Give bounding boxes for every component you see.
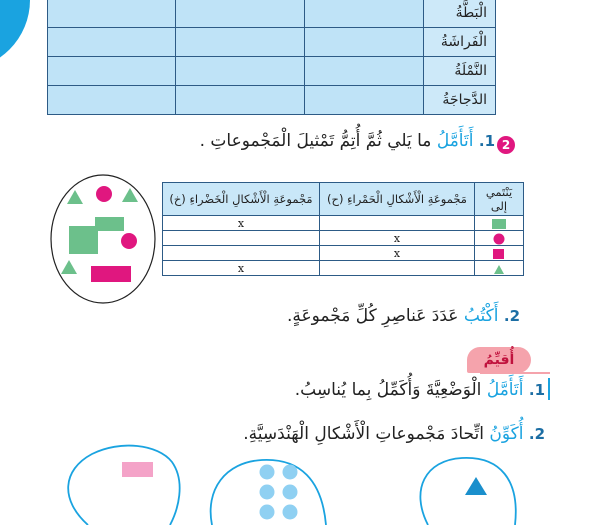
- set-diagrams: [0, 440, 595, 525]
- question-verb: أُكَوِّنُ: [489, 424, 524, 444]
- header-green-set: مَجْموعَةِ الْأَشْكالِ الْخَضْراءِ (خ): [163, 183, 320, 216]
- blue-circle-shape: [283, 505, 298, 520]
- corner-decoration: [0, 0, 30, 70]
- question-2: [287, 306, 520, 326]
- table-row: [48, 0, 496, 28]
- green-rectangle-shape: [95, 217, 124, 231]
- assessment-question-1: [295, 380, 545, 400]
- shape-cell: [475, 246, 524, 261]
- table-header-row: [163, 183, 524, 216]
- question-text: ما يَلي ثُمَّ أُتِمُّ تَمْثيلَ الْمَجْموعاتِ .: [199, 131, 432, 151]
- animal-name: الْبَطَّةُ: [424, 0, 496, 28]
- question-verb: أَكْتُبُ: [463, 306, 499, 326]
- pink-circle-shape: [96, 186, 112, 202]
- table-row: [163, 216, 524, 231]
- question-text: اتِّحادَ مَجْموعاتِ الْأَشْكالِ الْهَنْدَسِيَّةِ.: [243, 424, 484, 444]
- table-row: [163, 246, 524, 261]
- pink-circle-shape: [121, 233, 137, 249]
- header-belongs: يَنْتَمي إلى: [475, 183, 524, 216]
- green-set-mark[interactable]: x: [163, 261, 320, 276]
- question-number: 2.: [503, 307, 520, 325]
- shape-cell: [475, 231, 524, 246]
- question-number: 1.: [478, 132, 495, 150]
- animal-name: النَّمْلَةُ: [424, 57, 496, 86]
- green-triangle-icon: [492, 263, 506, 275]
- question-verb: أَتَأَمَّلُ: [436, 131, 474, 151]
- blue-circle-shape: [283, 485, 298, 500]
- pink-square-icon: [492, 248, 506, 260]
- question-text: الْوَضْعِيَّةَ وَأُكَمِّلُ بِما يُناسِبُ.: [294, 380, 482, 400]
- exercise-badge: 2: [497, 136, 515, 154]
- red-set-mark[interactable]: [320, 261, 475, 276]
- table-row: [48, 57, 496, 86]
- animal-name: الْفَراشَةُ: [424, 28, 496, 57]
- shapes-oval: [48, 172, 158, 307]
- green-set-mark[interactable]: [163, 246, 320, 261]
- blue-circle-shape: [260, 505, 275, 520]
- pink-rectangle-shape: [122, 462, 153, 477]
- question-text: عَدَدَ عَناصِرِ كُلِّ مَجْموعَةٍ.: [286, 306, 459, 326]
- assessment-badge: أُقيِّمُ: [467, 347, 531, 373]
- sets-table: [162, 182, 524, 276]
- table-row: [163, 231, 524, 246]
- set-blob-left: [68, 446, 179, 525]
- green-set-mark[interactable]: x: [163, 216, 320, 231]
- green-rectangle-shape: [69, 226, 98, 240]
- blue-circle-shape: [283, 465, 298, 480]
- red-set-mark[interactable]: [320, 216, 475, 231]
- green-rectangle-icon: [491, 218, 507, 230]
- shape-cell: [475, 216, 524, 231]
- red-set-mark[interactable]: x: [320, 246, 475, 261]
- table-row: [48, 28, 496, 57]
- pink-circle-icon: [492, 233, 506, 245]
- blue-circle-shape: [260, 485, 275, 500]
- blue-circle-shape: [260, 465, 275, 480]
- green-rectangle-shape: [69, 240, 98, 254]
- pink-square-shape: [91, 266, 111, 282]
- table-row: [163, 261, 524, 276]
- animals-table: [47, 0, 496, 115]
- table-row: [48, 86, 496, 115]
- green-set-mark[interactable]: [163, 231, 320, 246]
- pink-square-shape: [111, 266, 131, 282]
- animal-name: الدَّجاجَةُ: [424, 86, 496, 115]
- question-number: 1.: [528, 381, 545, 399]
- question-verb: أَتَأَمَّلُ: [486, 380, 524, 400]
- header-red-set: مَجْموعَةِ الْأَشْكالِ الْحَمْراءِ (ح): [320, 183, 475, 216]
- question-number: 2.: [528, 425, 545, 443]
- aqim-margin-line: [548, 378, 550, 400]
- red-set-mark[interactable]: x: [320, 231, 475, 246]
- shape-cell: [475, 261, 524, 276]
- question-1: [200, 131, 495, 151]
